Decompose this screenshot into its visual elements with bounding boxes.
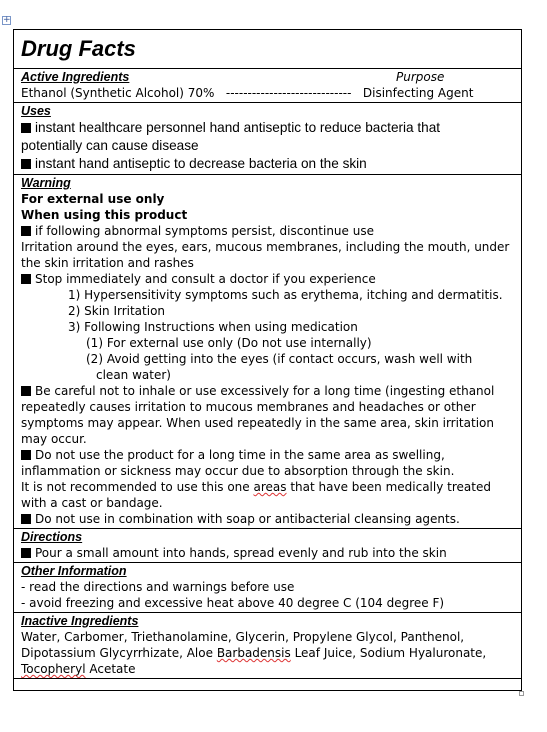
warning-line: (2) Avoid getting into the eyes (if contact occurs, wash well with <box>86 352 473 366</box>
inactive-line: Water, Carbomer, Triethanolamine, Glycerin, Propylene Glycol, Panthenol, <box>21 630 465 644</box>
inactive-text: Acetate <box>85 662 136 676</box>
warning-line <box>21 511 521 527</box>
inactive-text: Leaf Juice, Sodium Hyaluronate, <box>290 646 487 660</box>
directions-line <box>21 545 521 561</box>
bullet-square-icon <box>21 123 31 133</box>
title-row <box>14 30 521 69</box>
uses-heading: Uses <box>21 104 51 118</box>
warning-heading: Warning <box>21 176 71 190</box>
inactive-text: Dipotassium Glycyrrhizate, Aloe <box>21 646 217 660</box>
table-resize-handle-icon[interactable] <box>519 691 524 696</box>
other-information-heading: Other Information <box>21 564 127 578</box>
warning-text: It is not recommended to use this one <box>21 480 254 494</box>
bullet-square-icon <box>21 386 31 396</box>
active-ingredient-text: Ethanol (Synthetic Alcohol) 70% ----------------------------- Disinfecting Agent <box>21 86 474 100</box>
warning-text: Do not use in combination with soap or antibacterial cleansing agents. <box>35 512 460 526</box>
bullet-square-icon <box>21 514 31 524</box>
spellcheck-flagged-word: Tocopheryl <box>21 662 86 676</box>
active-ingredients-heading: Active Ingredients <box>21 70 130 84</box>
warning-line <box>21 383 521 399</box>
warning-line: 2) Skin Irritation <box>68 304 166 318</box>
bullet-square-icon <box>21 274 31 284</box>
warning-line: the skin irritation and rashes <box>21 256 194 270</box>
directions-text: Pour a small amount into hands, spread evenly and rub into the skin <box>35 546 447 560</box>
active-ingredients-section <box>14 69 521 103</box>
bullet-square-icon <box>21 548 31 558</box>
warning-line <box>21 447 521 463</box>
warning-line: When using this product <box>21 208 188 222</box>
warning-line: clean water) <box>96 368 171 382</box>
drug-facts-table <box>13 29 522 691</box>
inactive-line <box>21 645 521 661</box>
warning-line <box>21 479 521 495</box>
warning-text: Do not use the product for a long time in the same area as swelling, <box>35 448 445 462</box>
warning-line: symptoms may appear. When used repeatedly in the same area, skin irritation <box>21 416 494 430</box>
warning-section <box>14 175 521 529</box>
drug-facts-title: Drug Facts <box>21 36 136 61</box>
warning-line: 1) Hypersensitivity symptoms such as erythema, itching and dermatitis. <box>68 288 503 302</box>
active-ingredient-line <box>21 85 521 101</box>
warning-line: Irritation around the eyes, ears, mucous membranes, including the mouth, under <box>21 240 510 254</box>
other-information-line: - avoid freezing and excessive heat above 40 degree C (104 degree F) <box>21 596 445 610</box>
warning-line: For external use only <box>21 192 165 206</box>
bullet-square-icon <box>21 450 31 460</box>
warning-line: repeatedly causes irritation to mucous membranes and headaches or other <box>21 400 476 414</box>
directions-heading: Directions <box>21 530 83 544</box>
warning-text: if following abnormal symptoms persist, discontinue use <box>35 224 374 238</box>
warning-line: inflammation or sickness may occur due to absorption through the skin. <box>21 464 455 478</box>
spellcheck-flagged-word: Barbadensis <box>216 646 291 660</box>
inactive-line <box>21 661 521 677</box>
purpose-heading: Purpose <box>396 70 445 84</box>
warning-line: (1) For external use only (Do not use internally) <box>86 336 372 350</box>
warning-line: with a cast or bandage. <box>21 496 163 510</box>
empty-row <box>14 679 521 694</box>
table-move-handle-icon[interactable]: + <box>3 15 11 25</box>
warning-text: that have been medically treated <box>286 480 491 494</box>
uses-line <box>21 137 521 155</box>
uses-text: instant hand antiseptic to decrease bacteria on the skin <box>35 156 367 171</box>
uses-text: instant healthcare personnel hand antiseptic to reduce bacteria that <box>35 120 441 135</box>
spellcheck-flagged-word: areas <box>253 480 287 494</box>
active-heading-row <box>21 69 521 85</box>
other-information-line: - read the directions and warnings before use <box>21 580 295 594</box>
uses-section <box>14 103 521 175</box>
warning-line <box>21 223 521 239</box>
warning-line: may occur. <box>21 432 87 446</box>
warning-line: 3) Following Instructions when using medication <box>68 320 358 334</box>
uses-line <box>21 119 521 137</box>
inactive-ingredients-section <box>14 613 521 679</box>
inactive-ingredients-heading: Inactive Ingredients <box>21 614 139 628</box>
warning-text: Stop immediately and consult a doctor if you experience <box>35 272 376 286</box>
uses-text: potentially can cause disease <box>21 138 199 153</box>
warning-line <box>21 271 521 287</box>
bullet-square-icon <box>21 226 31 236</box>
warning-text: Be careful not to inhale or use excessively for a long time (ingesting ethanol <box>35 384 495 398</box>
directions-section <box>14 529 521 563</box>
other-information-section <box>14 563 521 613</box>
bullet-square-icon <box>21 159 31 169</box>
uses-line <box>21 155 521 173</box>
